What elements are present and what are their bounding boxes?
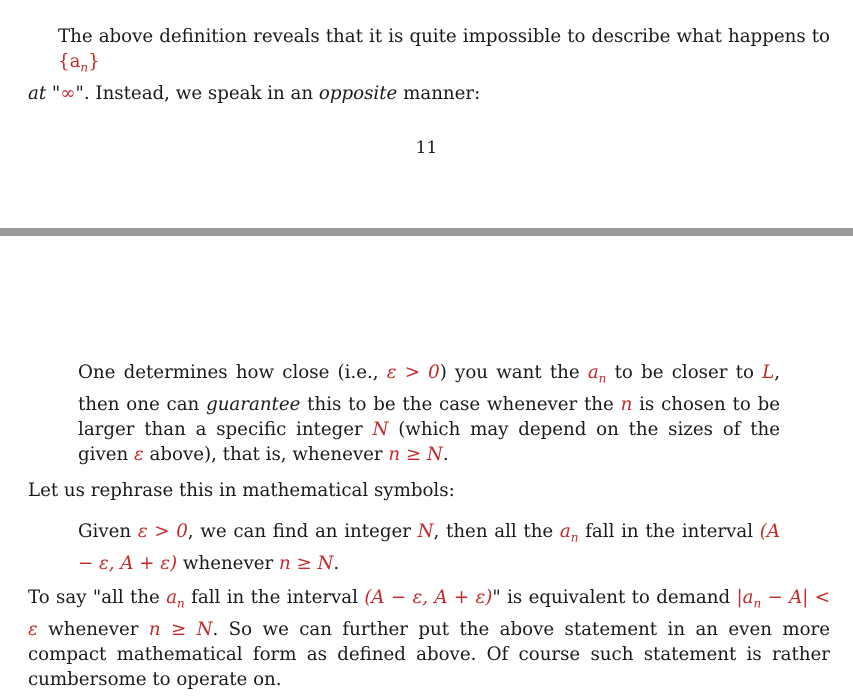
math xyxy=(166,587,185,611)
math xyxy=(587,362,607,386)
text: To say "all the xyxy=(28,587,167,608)
text: . So we can further put the above statement in an even more compact mathematical form as defined above. Of course such statement is rather cumbersome to operate on. xyxy=(28,618,830,690)
emphasis-opposite: opposite xyxy=(318,82,398,104)
math-sub: n xyxy=(570,530,579,545)
text: . xyxy=(333,552,340,574)
math: n ≥ N xyxy=(148,618,213,640)
page-separator xyxy=(0,228,853,236)
math: n ≥ N xyxy=(278,552,334,574)
text: . xyxy=(442,443,449,465)
text: manner: xyxy=(397,82,481,104)
math: ε xyxy=(134,443,144,465)
math xyxy=(559,521,579,545)
math-sub: n xyxy=(598,371,607,386)
text: One determines how close (i.e., xyxy=(78,362,387,383)
text: this to be the case whenever the xyxy=(300,393,621,415)
math-sub: n xyxy=(80,60,89,75)
text: above), that is, whenever xyxy=(143,443,389,465)
text: fall in the interval xyxy=(184,587,365,608)
text: Let us rephrase this in mathematical symbols: xyxy=(28,480,455,501)
math: a xyxy=(559,521,571,542)
text: whenever xyxy=(37,618,149,640)
math-infinity: ∞ xyxy=(60,82,76,104)
text: is chosen to be larger than a specific integer xyxy=(78,393,780,440)
lower-page xyxy=(0,236,853,697)
math-sub: n xyxy=(177,596,185,611)
math: } xyxy=(88,51,100,72)
math: N xyxy=(372,418,389,440)
text: The above definition reveals that it is quite impossible to describe what happens to xyxy=(58,26,830,47)
text: " is equivalent to demand xyxy=(492,587,737,608)
text: , we can find an integer xyxy=(187,521,418,542)
text: ". Instead, we speak in an xyxy=(75,82,319,104)
page-number: 11 xyxy=(415,138,438,158)
upper-page xyxy=(0,0,853,228)
math: |a xyxy=(736,587,754,608)
math: ε > 0 xyxy=(386,362,440,383)
text: Given xyxy=(78,521,138,542)
math: (A − ε, A + ε) xyxy=(78,521,780,574)
text: (which may depend on the sizes of the given xyxy=(78,418,781,465)
rephrase-paragraph xyxy=(28,478,830,503)
text-em: at " xyxy=(28,82,61,104)
math: L xyxy=(762,362,775,383)
text: fall in the interval xyxy=(578,521,760,542)
equivalence-paragraph xyxy=(28,585,830,692)
definition-block-2 xyxy=(78,519,780,576)
text: ) you want the xyxy=(439,362,588,383)
text: , then all the xyxy=(433,521,560,542)
math: n ≥ N xyxy=(388,443,443,465)
definition-block-1 xyxy=(78,360,780,467)
math: a xyxy=(166,587,178,608)
math: − A| < ε xyxy=(28,587,830,640)
intro-paragraph xyxy=(28,24,830,106)
emphasis-guarantee: guarantee xyxy=(206,393,301,415)
math-sub: n xyxy=(753,596,762,611)
math: {a xyxy=(58,51,81,72)
math: (A − ε, A + ε) xyxy=(364,587,493,608)
math: N xyxy=(417,521,434,542)
math: a xyxy=(587,362,599,383)
text: to be closer to xyxy=(606,362,763,383)
math: ε > 0 xyxy=(137,521,188,542)
text: , then one can xyxy=(78,362,780,415)
math: n xyxy=(620,393,633,415)
math-sequence xyxy=(58,51,100,75)
text: whenever xyxy=(177,552,279,574)
